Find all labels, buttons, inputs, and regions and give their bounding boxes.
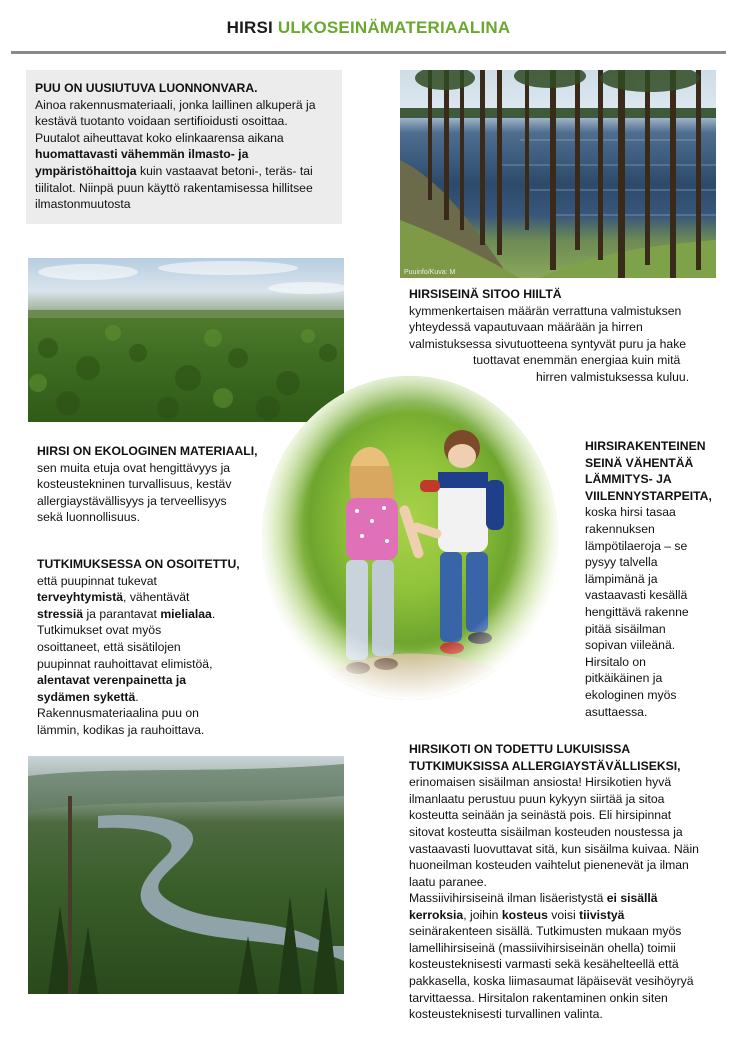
research-section: TUTKIMUKSESSA ON OSOITETTU, että puupinnat tukevat terveyhtymistä, vähentävät stressiä ja parantavat mielialaa. Tutkimukset ovat myös osoittaneet, että sisätilojen puupinnat rauhoittavat elimistöä, alentavat verenpainetta ja sydämen sykettä. Rakennusmateriaalina puu on lämmin, kodikas ja rauhoittava.: [37, 556, 267, 739]
ecological-heading: HIRSI ON EKOLOGINEN MATERIAALI,: [37, 444, 258, 458]
title-divider: [11, 51, 726, 54]
massive-log-section: Massiivihirsiseinä ilman lisäeristystä ei sisällä kerroksia, joihin kosteus voisi tiivistyä seinärakenteen sisällä. Tutkimusten mukaan myös lamellihirsiseinä (massiivihirsiseinän ohella) toimii kosteusteknisesti varmasti sekä kesähelteellä että pakkasella, koska liimasaumat läpäisevät vesihöyryä tarvittaessa. Hirsitalon rakentaminen onkin siten kosteusteknisesti turvallinen valinta.: [409, 891, 694, 1022]
forest-landscape-photo: [28, 258, 344, 422]
research-heading: TUTKIMUKSESSA ON OSOITETTU,: [37, 557, 240, 571]
renewable-heading: PUU ON UUSIUTUVA LUONNONVARA.: [35, 81, 258, 95]
page-title: HIRSI ULKOSEINÄMATERIAALINA: [226, 18, 511, 37]
allergy-friendly-section: HIRSIKOTI ON TODETTU LUKUISISSA TUTKIMUKSISSA ALLERGIAYSTÄVÄLLISEKSI, erinomaisen sisäilman ansiosta! Hirsikotien hyvä ilmanlaatu perustuu puun kykyyn siirtää ja sitoa kosteutta seinään ja seinästä pois. Eli hirsipinnat sitovat kosteutta sisäilman kosteuden noustessa ja vastaavasti luovuttavat sitä, kun sisäilma kuivaa. Näin huoneilman kosteuden vaihtelut pienenevät ja ilman laatu paranee.: [409, 742, 699, 889]
river-valley-photo: [28, 756, 344, 994]
carbon-heading: HIRSISEINÄ SITOO HIILTÄ: [409, 287, 562, 301]
children-walking-photo: [262, 376, 558, 700]
carbon-section: HIRSISEINÄ SITOO HIILTÄ kymmenkertaisen määrän verrattuna valmistuksen yhteydessä vapautuvaan määrään ja hirren valmistuksessa sivutuotteena syntyvät puru ja hake tuottavat enemmän energiaa kuin mitä hirren valmistuksessa kuluu.: [409, 286, 719, 386]
wall-section: HIRSIRAKENTEINEN SEINÄ VÄHENTÄÄ LÄMMITYS- JA VIILENNYSTARPEITA, koska hirsi tasaa rakennuksen lämpötilaeroja – se pysyy talvella lämpimänä ja vastaavasti kesällä hengittävä rakenne pitää sisäilman sopivan viileänä. Hirsitalo on pitkäikäinen ja ekologinen myös asuttaessa.: [585, 439, 712, 719]
lake-forest-photo: [400, 70, 716, 278]
renewable-resource-box: PUU ON UUSIUTUVA LUONNONVARA. Ainoa rakennusmateriaali, jonka laillinen alkuperä ja kestävä tuotanto voidaan sertifioidusti osoittaa. Puutalot aiheuttavat koko elinkaarensa aikana huomattavasti vähemmän ilmasto- ja ympäristöhaittoja kuin vastaavat betoni-, teräs- tai tiilitalot. Niinpä puun käyttö rakentamisessa hillitsee ilmastonmuutosta: [26, 70, 342, 224]
ecological-section: HIRSI ON EKOLOGINEN MATERIAALI, sen muita etuja ovat hengittävyys ja kosteustekninen turvallisuus, kestäv allergiaystävällisyys ja terveellisyys sekä luonnollisuus.: [37, 443, 267, 526]
photo-credit: Puuinfo/Kuva: M: [404, 269, 456, 276]
